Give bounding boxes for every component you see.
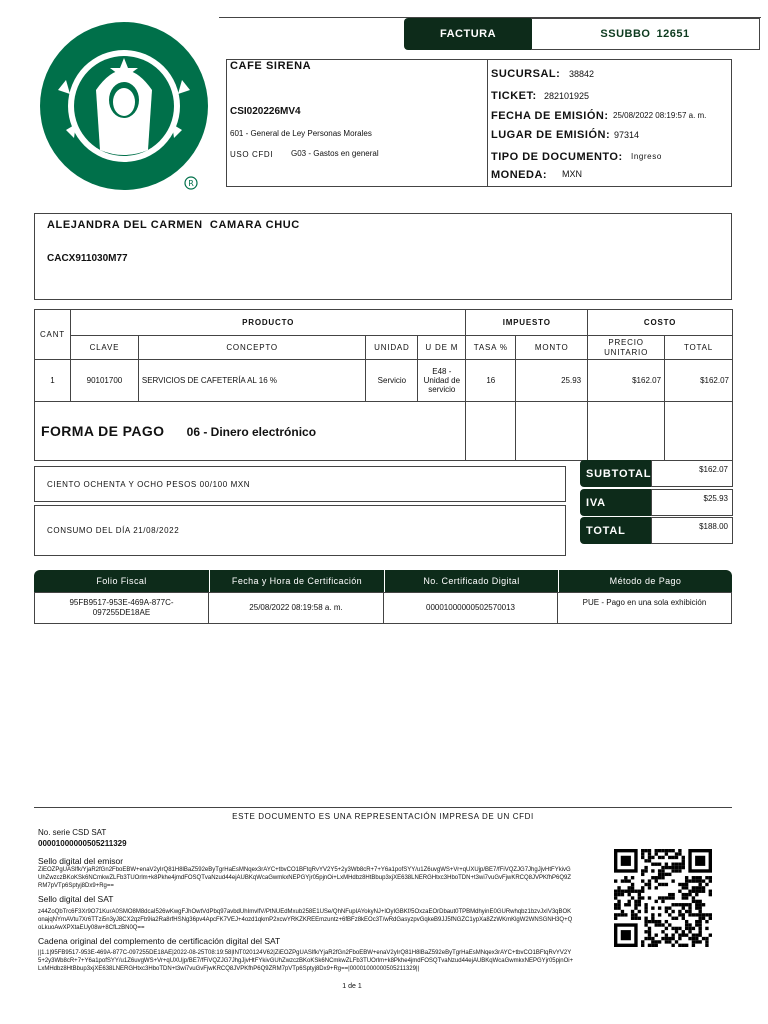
- subtotal-label: SUBTOTAL: [580, 460, 652, 487]
- no-certificado: 00001000000502570013: [383, 592, 558, 624]
- col-concepto: CONCEPTO: [138, 336, 366, 360]
- subtotal-value: $162.07: [651, 460, 733, 487]
- cadena-label: Cadena original del complemento de certificación digital del SAT: [38, 936, 281, 946]
- costo-header: COSTO: [588, 310, 733, 336]
- emisor-box: [226, 59, 488, 187]
- importe-letra-box: [34, 466, 566, 502]
- total-value: $188.00: [651, 517, 733, 544]
- pago-value: 06 - Dinero electrónico: [186, 425, 317, 439]
- empty-cell: [466, 402, 516, 461]
- empty-cell: [665, 402, 733, 461]
- receptor-box: [34, 213, 732, 300]
- empty-cell: [588, 402, 665, 461]
- sucursal-value: 38842: [569, 69, 595, 79]
- serie-csd-label: No. serie CSD SAT: [38, 828, 107, 837]
- items-table: [34, 309, 733, 461]
- doc-type-tab: [404, 18, 532, 50]
- uso-cfdi-label: USO CFDI: [230, 150, 274, 159]
- starbucks-logo: [36, 20, 216, 192]
- iva-label: IVA: [580, 489, 652, 516]
- col-clave: CLAVE: [70, 336, 138, 360]
- cadena-value: ||1.1|95FB9517-953E-469A-877C-097255DE18AE|2022-08-25T08:19:58|INT020124V62|ZiEOZPgUASlfk/YjaR2fGn2FboEBW+enaV2yIrQ81H8lBaZ592eByTgrHaEsMNqex3rAYC+tbvCO1BFtqRvYV2Y5+2y3Wb8cR+7+Y6a1pofSYY/u1Z6uvgWS+Vr+qUXUjp/BE7/fFiVQZJG7JhgJjvHtFYkivGUhZwzczBKoKSk6NCmkwZLFb3TUOrlm+k8Pkhe4jmdFOSQTvaNzud44ejAUBKqWcaGwmkxNEPGYjr05pjnOi+LxMHdbz8HtBbup3xjXE638LNERGHtxc3HboTDN+t3wi7vuGvFjwKRCQ8JVPKfhP6Q9ZRM7pVTp6Sptyj8Dx9+Rg==|00001000000505211329||: [38, 950, 574, 972]
- row-concepto: SERVICIOS DE CAFETERÍA AL 16 %: [138, 360, 366, 402]
- fecha-label: FECHA DE EMISIÓN:: [491, 110, 609, 122]
- iva-value: $25.93: [651, 489, 733, 516]
- representacion-text: ESTE DOCUMENTO ES UNA REPRESENTACIÓN IMPRESA DE UN CFDI: [232, 812, 534, 821]
- fecha-certificacion: 25/08/2022 08:19:58 a. m.: [208, 592, 384, 624]
- pago-cell: [35, 402, 466, 461]
- importe-letra: CIENTO OCHENTA Y OCHO PESOS 00/100 MXN: [47, 479, 251, 489]
- footer-divider: [34, 807, 732, 808]
- producto-header: PRODUCTO: [70, 310, 465, 336]
- pago-label: FORMA DE PAGO: [41, 423, 165, 439]
- ticket-label: TICKET:: [491, 90, 537, 102]
- emisor-name: CAFE SIRENA: [230, 60, 312, 72]
- qr-code: [614, 849, 712, 947]
- folio: 12651: [656, 28, 690, 40]
- cert-header-metodo: Método de Pago: [558, 570, 732, 592]
- folio-fiscal: 95FB9517-953E-469A-877C-097255DE18AE: [34, 592, 209, 624]
- emisor-regimen: 601 - General de Ley Personas Morales: [230, 129, 372, 138]
- page-number: 1 de 1: [342, 983, 362, 990]
- row-cant: 1: [35, 360, 71, 402]
- col-total: TOTAL: [665, 336, 733, 360]
- sello-sat-value: z44ZoQbTrc6F3Xr9O71KurA0SMO8M8dcaI526wKwgFJhOwtVdPbq97avbdUhImvlfV/PtNUEdMxub258E1USe/QhNFupIAYokyNJ+lOyIGBKf/5OxzaEOrDbaut0TPBMdhyinE0GURwhqbz1bzvJxIV3qBOKonajqNYmAVtu7Xr6TTzi5n3yJ8CX2qzFb9ia2Ra8rfHSNg36pv4ApcFK7VEJ+4ozd1qkmP2xcwYRKZKREEmzuntz+6fBFz8kEOc3T/wRdGasyzpvGqkeB9JJ5fNGZC1ypXa8ZzWKmKlgW2WNSGNH3Q+QoLkuoAwXPXtaEUy08w+8CfLzBN0Q==: [38, 909, 573, 931]
- fecha-value: 25/08/2022 08:19:57 a. m.: [613, 111, 707, 120]
- row-monto: 25.93: [516, 360, 588, 402]
- sello-emisor-label: Sello digital del emisor: [38, 856, 124, 866]
- row-udem: E48 - Unidad de servicio: [418, 360, 466, 402]
- ticket-value: 282101925: [544, 91, 590, 101]
- cert-header-fecha: Fecha y Hora de Certificación: [209, 570, 384, 592]
- tipo-value: Ingreso: [631, 152, 662, 161]
- moneda-value: MXN: [562, 169, 582, 179]
- uso-cfdi-value: G03 - Gastos en general: [291, 149, 379, 158]
- row-unidad: Servicio: [366, 360, 418, 402]
- total-label: TOTAL: [580, 517, 652, 544]
- row-precio: $162.07: [588, 360, 665, 402]
- sello-sat-label: Sello digital del SAT: [38, 894, 114, 904]
- serie: SSUBBO: [600, 28, 651, 40]
- impuesto-header: IMPUESTO: [466, 310, 588, 336]
- col-tasa: TASA %: [466, 336, 516, 360]
- col-monto: MONTO: [516, 336, 588, 360]
- receptor-rfc: CACX911030M77: [47, 253, 128, 264]
- cant-header: CANT: [35, 310, 71, 360]
- consumo: CONSUMO DEL DÍA 21/08/2022: [47, 526, 180, 535]
- table-row: [35, 360, 733, 402]
- emisor-rfc: CSI020226MV4: [230, 106, 301, 117]
- folio-tab: [531, 18, 760, 50]
- empty-cell: [516, 402, 588, 461]
- cert-header-folio: Folio Fiscal: [34, 570, 209, 592]
- moneda-label: MONEDA:: [491, 169, 548, 181]
- row-clave: 90101700: [70, 360, 138, 402]
- col-precio: PRECIO UNITARIO: [588, 336, 665, 360]
- col-udem: U DE M: [418, 336, 466, 360]
- tipo-label: TIPO DE DOCUMENTO:: [491, 151, 623, 163]
- row-tasa: 16: [466, 360, 516, 402]
- lugar-label: LUGAR DE EMISIÓN:: [491, 129, 611, 141]
- sello-emisor-value: ZiEOZPgUASlfk/YjaR2fGn2FboEBW+enaV2yIrQ81H8lBaZ592eByTgrHaEsMNqex3rAYC+tbvCO1BFtqRvYV2Y5+2y3Wb8cR+7+Y6a1pofSYY/u1Z6uvgWS+Vr+qUXUjp/BE7/fFiVQZJG7JhgJjvHtFYkivGUhZwzczBKoKSk6NCmkwZLFb3TUOrlm+k8Pkhe4jmdFOSQTvaNzud44ejAUBKqWcaGwmkxNEPGYjr05pjnOi+LxMHdbz8HtBbup3xjXE638LNERGHtxc3HboTDN+t3wi7vuGvFjwKRCQ8JVPKfhP6Q9ZRM7pVTp6Sptyj8Dx9+Rg==: [38, 867, 572, 889]
- row-total: $162.07: [665, 360, 733, 402]
- sucursal-label: SUCURSAL:: [491, 68, 561, 80]
- col-unidad: UNIDAD: [366, 336, 418, 360]
- cert-header-certificado: No. Certificado Digital: [384, 570, 558, 592]
- metodo-pago: PUE - Pago en una sola exhibición: [557, 592, 732, 624]
- doc-type: FACTURA: [439, 28, 497, 40]
- receptor-name: ALEJANDRA DEL CARMEN CAMARA CHUC: [47, 219, 300, 231]
- svg-text:R: R: [188, 179, 194, 188]
- info-box: [487, 59, 732, 187]
- lugar-value: 97314: [614, 130, 640, 140]
- consumo-box: [34, 505, 566, 556]
- serie-csd-value: 00001000000505211329: [38, 839, 127, 848]
